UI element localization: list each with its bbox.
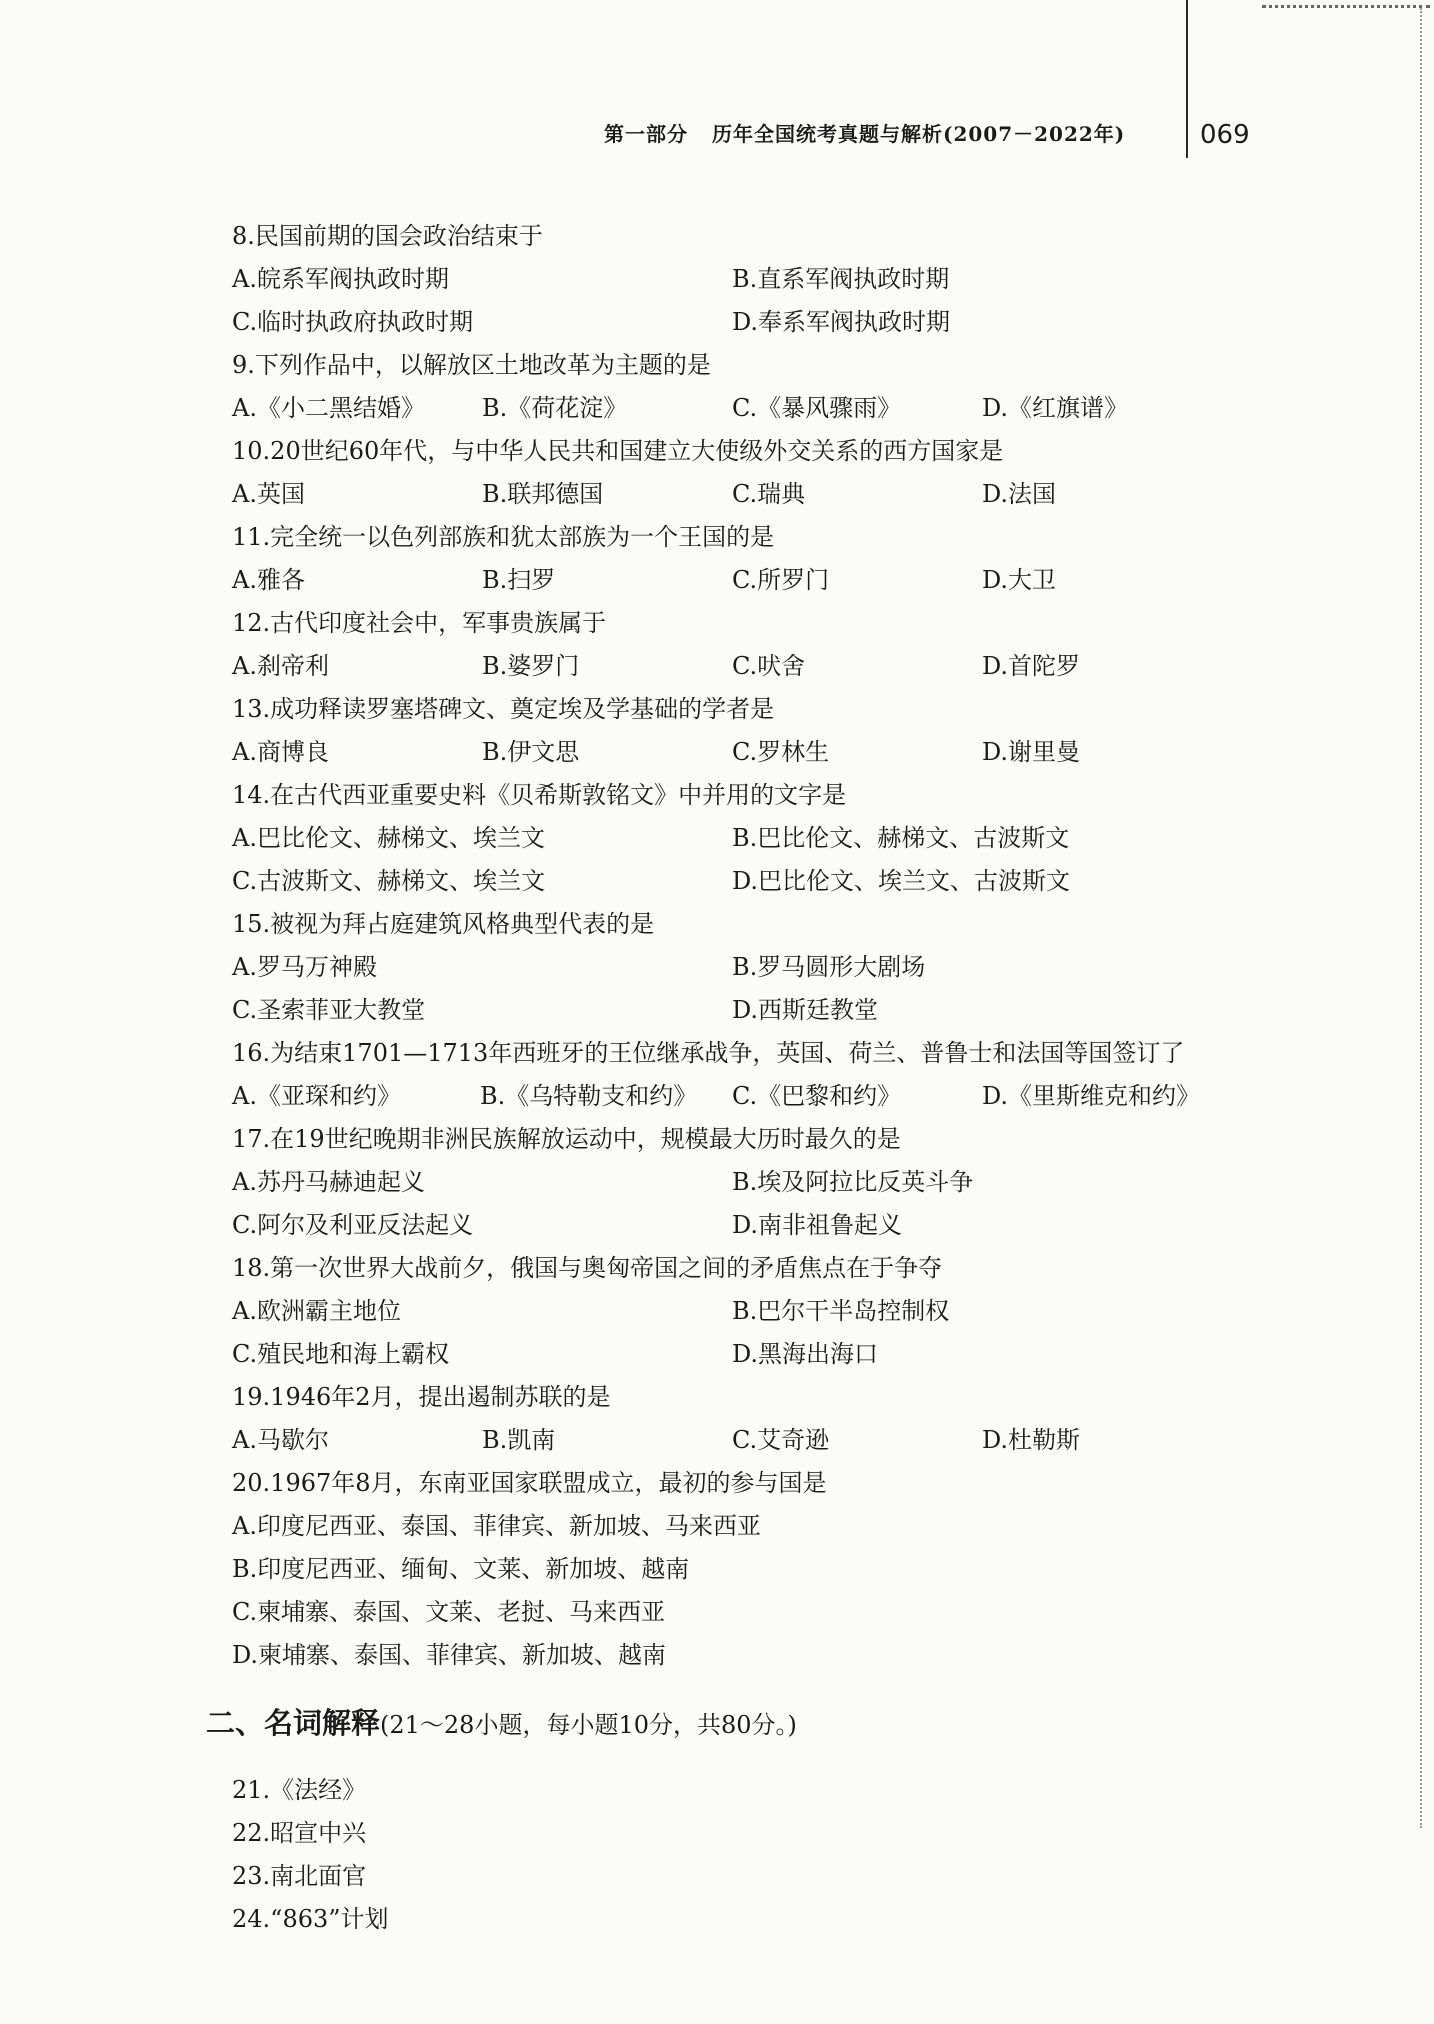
question-stem: 8.民国前期的国会政治结束于	[232, 222, 543, 250]
term-item: 21.《法经》	[232, 1776, 367, 1804]
option: B.凯南	[482, 1426, 556, 1454]
question-stem: 19.1946年2月，提出遏制苏联的是	[232, 1383, 611, 1411]
option: B.印度尼西亚、缅甸、文莱、新加坡、越南	[232, 1555, 690, 1583]
option: A.《小二黑结婚》	[232, 394, 425, 422]
option: D.大卫	[982, 566, 1057, 594]
option: C.圣索菲亚大教堂	[232, 996, 426, 1024]
option: B.罗马圆形大剧场	[732, 953, 926, 981]
option: D.《红旗谱》	[982, 394, 1129, 422]
question-stem: 10.20世纪60年代，与中华人民共和国建立大使级外交关系的西方国家是	[232, 437, 1004, 465]
option: A.《亚琛和约》	[232, 1082, 401, 1110]
option: C.柬埔寨、泰国、文莱、老挝、马来西亚	[232, 1598, 666, 1626]
option: A.皖系军阀执政时期	[232, 265, 449, 293]
option: B.巴比伦文、赫梯文、古波斯文	[732, 824, 1070, 852]
option: A.雅各	[232, 566, 305, 594]
question-stem: 18.第一次世界大战前夕，俄国与奥匈帝国之间的矛盾焦点在于争夺	[232, 1254, 943, 1282]
scan-edge-top	[1262, 5, 1430, 8]
option: D.黑海出海口	[732, 1340, 879, 1368]
question-stem: 11.完全统一以色列部族和犹太部族为一个王国的是	[232, 523, 775, 551]
option: D.巴比伦文、埃兰文、古波斯文	[732, 867, 1071, 895]
option: D.《里斯维克和约》	[982, 1082, 1201, 1110]
option: D.杜勒斯	[982, 1426, 1081, 1454]
running-header	[604, 118, 1125, 147]
option: C.古波斯文、赫梯文、埃兰文	[232, 867, 546, 895]
option: A.苏丹马赫迪起义	[232, 1168, 425, 1196]
option: C.阿尔及利亚反法起义	[232, 1211, 474, 1239]
option: B.《荷花淀》	[482, 394, 628, 422]
option: D.首陀罗	[982, 652, 1081, 680]
option: A.罗马万神殿	[232, 953, 377, 981]
option: A.印度尼西亚、泰国、菲律宾、新加坡、马来西亚	[232, 1512, 761, 1540]
question-stem: 17.在19世纪晚期非洲民族解放运动中，规模最大历时最久的是	[232, 1125, 901, 1153]
option: C.所罗门	[732, 566, 830, 594]
question-stem: 20.1967年8月，东南亚国家联盟成立，最初的参与国是	[232, 1469, 827, 1497]
option: B.《乌特勒支和约》	[480, 1082, 698, 1110]
option: C.《巴黎和约》	[732, 1082, 902, 1110]
term-item: 22.昭宣中兴	[232, 1819, 367, 1847]
question-stem: 9.下列作品中，以解放区土地改革为主题的是	[232, 351, 711, 379]
term-item: 24.“863”计划	[232, 1905, 389, 1933]
option: D.南非祖鲁起义	[732, 1211, 903, 1239]
section-note: (21～28小题，每小题10分，共80分。)	[380, 1711, 797, 1739]
section-heading	[206, 1700, 797, 1746]
option: C.吠舍	[732, 652, 806, 680]
question-stem: 15.被视为拜占庭建筑风格典型代表的是	[232, 910, 655, 938]
option: D.奉系军阀执政时期	[732, 308, 951, 336]
option: C.瑞典	[732, 480, 806, 508]
header-divider	[1186, 0, 1188, 158]
option: D.西斯廷教堂	[732, 996, 879, 1024]
option: B.联邦德国	[482, 480, 604, 508]
section-title: 二、名词解释	[206, 1706, 381, 1740]
option: D.谢里曼	[982, 738, 1081, 766]
option: D.法国	[982, 480, 1057, 508]
option: C.《暴风骤雨》	[732, 394, 902, 422]
option: C.临时执政府执政时期	[232, 308, 474, 336]
header-part: 第一部分	[604, 122, 688, 146]
header-title: 历年全国统考真题与解析(2007－2022年)	[712, 122, 1126, 146]
term-item: 23.南北面官	[232, 1862, 367, 1890]
option: A.英国	[232, 480, 305, 508]
option: B.埃及阿拉比反英斗争	[732, 1168, 974, 1196]
option: B.巴尔干半岛控制权	[732, 1297, 950, 1325]
option: B.扫罗	[482, 566, 556, 594]
option: C.殖民地和海上霸权	[232, 1340, 450, 1368]
option: B.婆罗门	[482, 652, 580, 680]
page-number: 069	[1200, 120, 1250, 150]
option: C.艾奇逊	[732, 1426, 830, 1454]
option: A.商博良	[232, 738, 329, 766]
option: C.罗林生	[732, 738, 830, 766]
option: A.马歇尔	[232, 1426, 329, 1454]
question-stem: 13.成功释读罗塞塔碑文、奠定埃及学基础的学者是	[232, 695, 775, 723]
option: B.伊文思	[482, 738, 580, 766]
question-stem: 12.古代印度社会中，军事贵族属于	[232, 609, 607, 637]
option: D.柬埔寨、泰国、菲律宾、新加坡、越南	[232, 1641, 667, 1669]
scan-edge-right	[1420, 8, 1422, 1828]
option: A.欧洲霸主地位	[232, 1297, 401, 1325]
option: A.刹帝利	[232, 652, 329, 680]
question-stem: 16.为结束1701—1713年西班牙的王位继承战争，英国、荷兰、普鲁士和法国等国签订了	[232, 1039, 1185, 1067]
question-stem: 14.在古代西亚重要史料《贝希斯敦铭文》中并用的文字是	[232, 781, 847, 809]
option: B.直系军阀执政时期	[732, 265, 950, 293]
option: A.巴比伦文、赫梯文、埃兰文	[232, 824, 545, 852]
